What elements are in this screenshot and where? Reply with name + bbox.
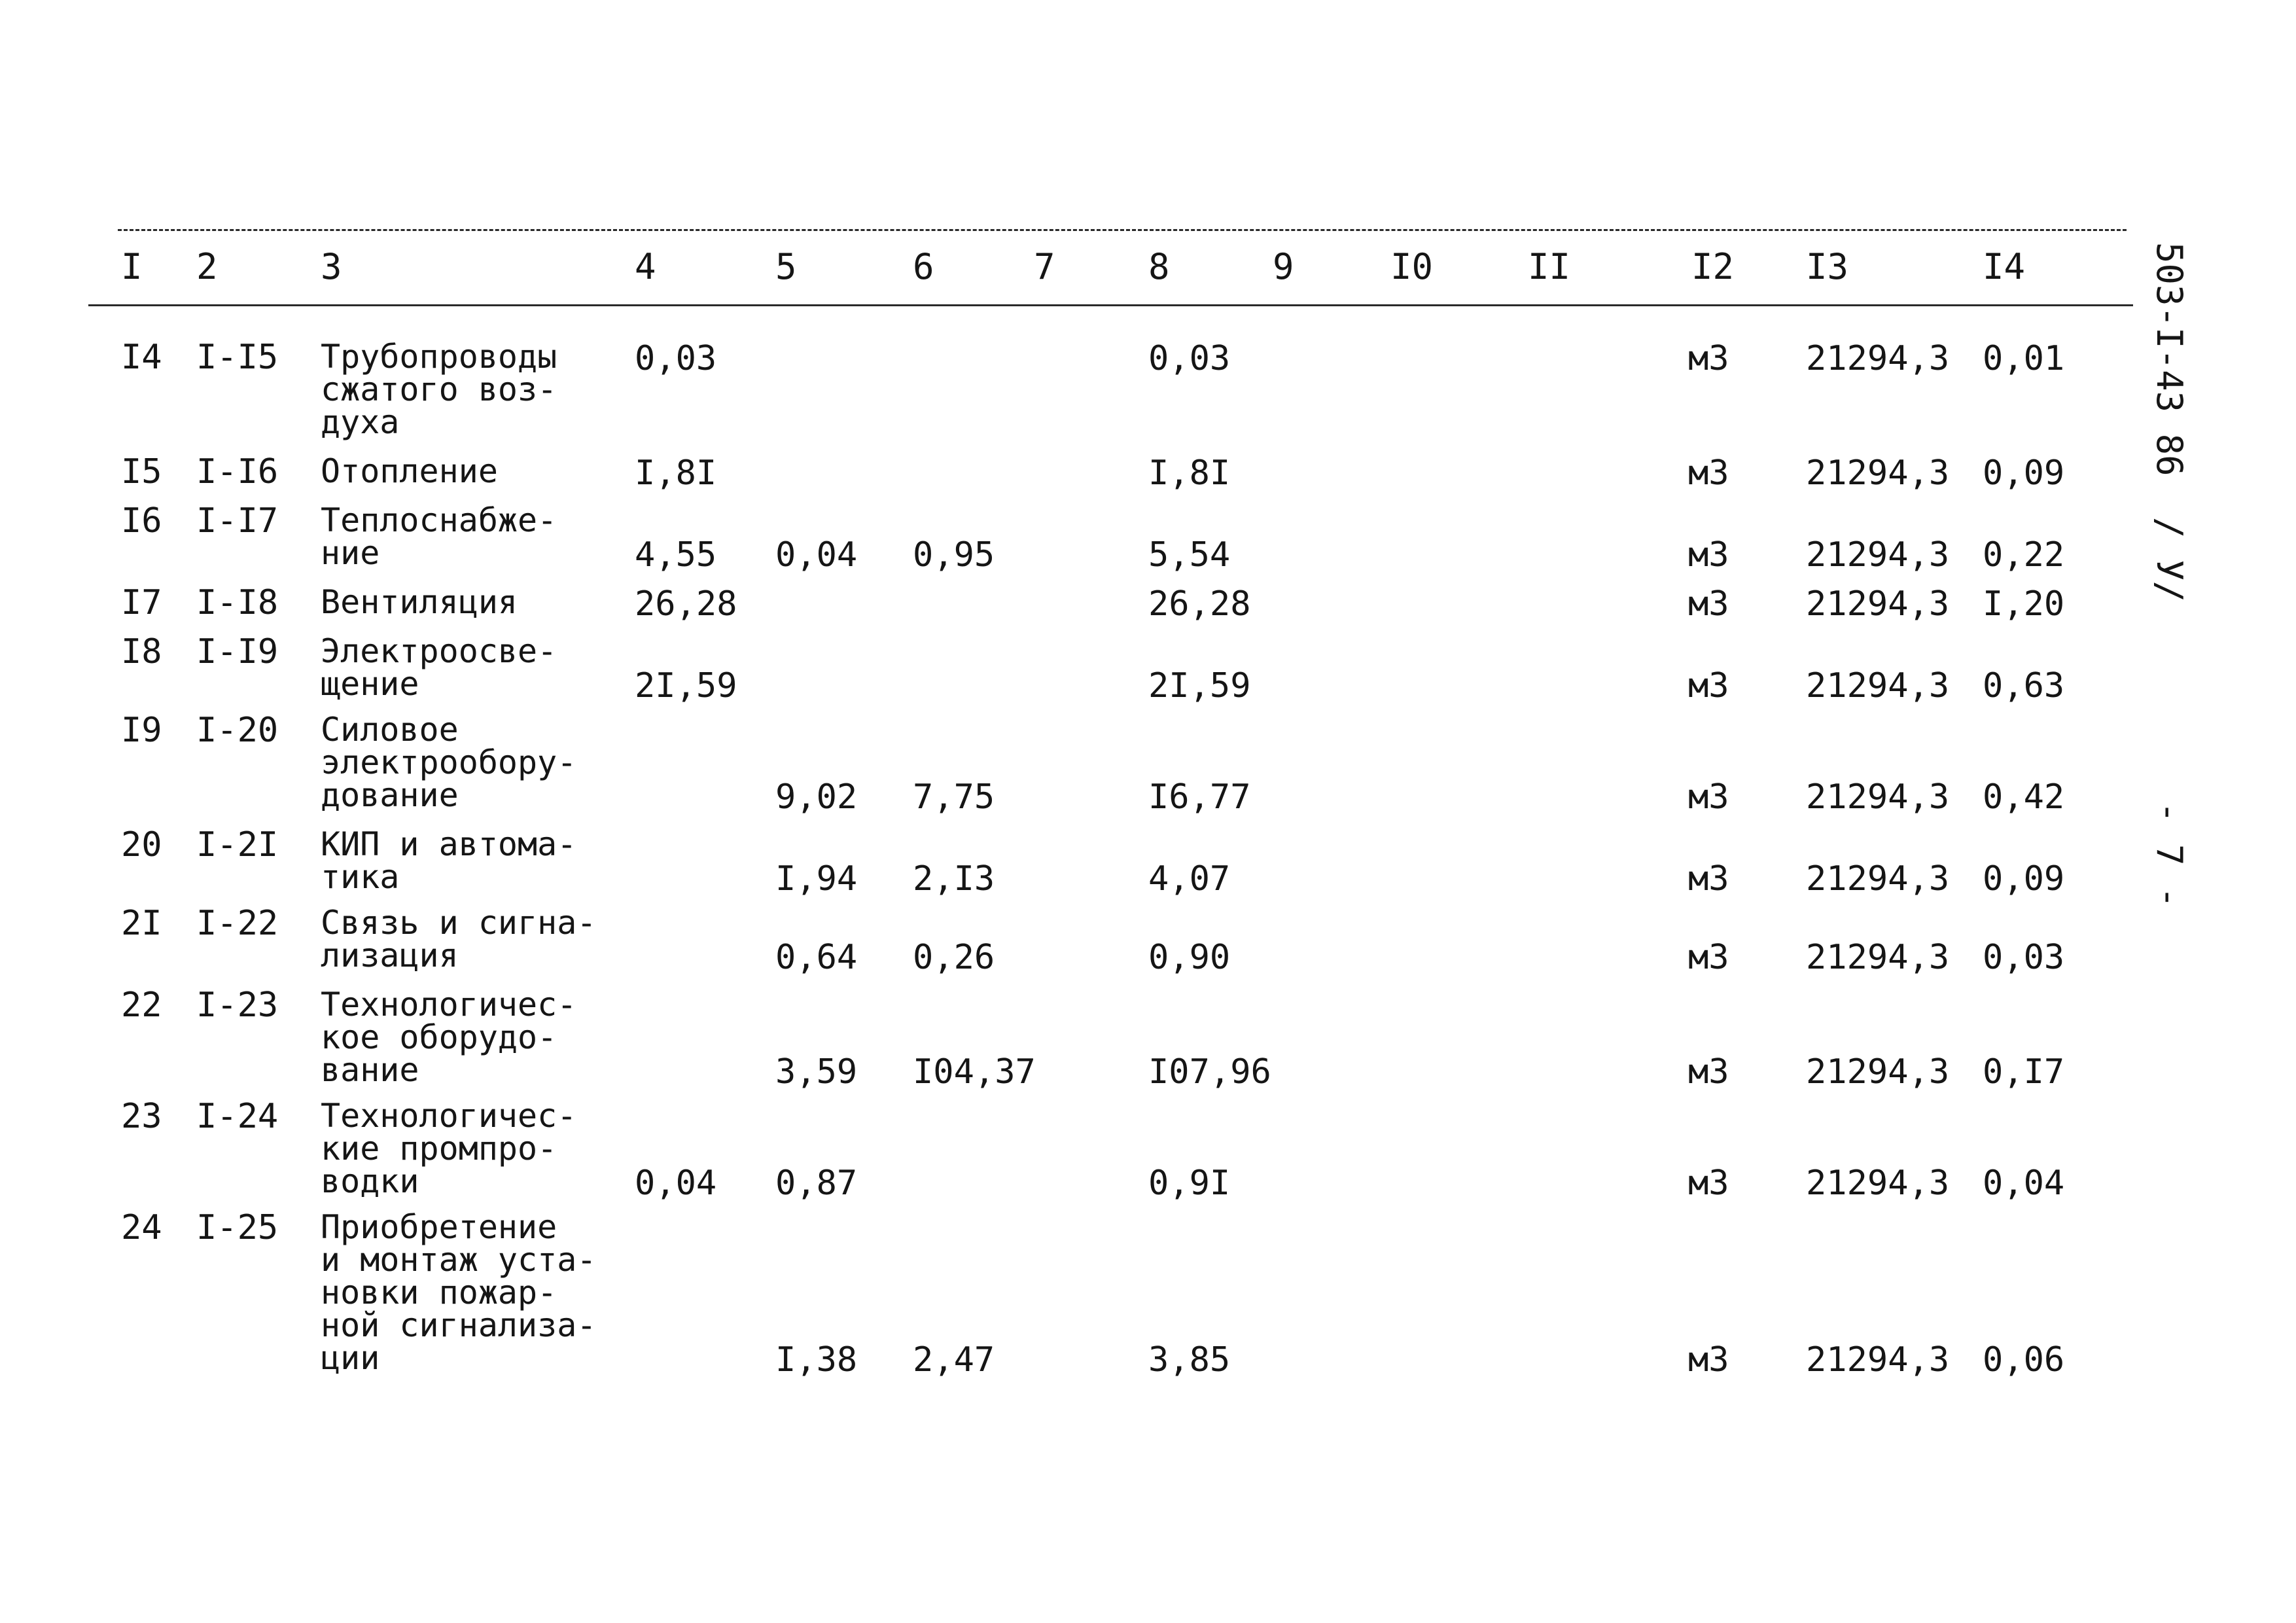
value-col-8: 0,90	[1148, 938, 1231, 977]
unit: м3	[1688, 1052, 1729, 1092]
work-description: Отопление	[321, 452, 498, 490]
value-col-8: I07,96	[1148, 1052, 1271, 1092]
value-col-13: 21294,3	[1806, 666, 1950, 705]
unit: м3	[1688, 339, 1729, 378]
value-col-5: I,94	[775, 859, 858, 899]
row-number: I7	[121, 583, 162, 622]
value-col-13: 21294,3	[1806, 339, 1950, 378]
column-header-6: 6	[913, 246, 934, 287]
value-col-13: 21294,3	[1806, 454, 1950, 493]
value-col-8: I,8I	[1148, 454, 1231, 493]
estimate-code: I-25	[196, 1208, 279, 1247]
work-description: Силовое электрообору- дование	[321, 711, 577, 814]
value-col-13: 21294,3	[1806, 535, 1950, 575]
unit: м3	[1688, 535, 1729, 575]
estimate-code: I-2I	[196, 825, 279, 865]
work-description: Трубопроводы сжатого воз- духа	[321, 338, 557, 441]
work-description: Теплоснабже- ние	[321, 501, 557, 572]
row-number: I4	[121, 338, 162, 377]
estimate-code: I-I9	[196, 632, 279, 671]
value-col-8: 3,85	[1148, 1340, 1231, 1380]
row-number: 22	[121, 986, 162, 1025]
work-description: Технологичес- кое оборудо- вание	[321, 986, 577, 1089]
estimate-code: I-I5	[196, 338, 279, 377]
column-header-14: I4	[1983, 246, 2026, 287]
work-description: Связь и сигна- лизация	[321, 904, 597, 974]
unit: м3	[1688, 777, 1729, 817]
estimate-code: I-22	[196, 904, 279, 943]
work-description: КИП и автома- тика	[321, 825, 577, 896]
value-col-5: 0,64	[775, 938, 858, 977]
value-col-14: 0,42	[1983, 777, 2065, 817]
unit: м3	[1688, 584, 1729, 624]
value-col-14: 0,01	[1983, 339, 2065, 378]
value-col-6: 2,I3	[913, 859, 995, 899]
estimate-code: I-I7	[196, 501, 279, 541]
column-header-9: 9	[1273, 246, 1294, 287]
value-col-13: 21294,3	[1806, 777, 1950, 817]
value-col-14: 0,63	[1983, 666, 2065, 705]
value-col-13: 21294,3	[1806, 1052, 1950, 1092]
value-col-8: 2I,59	[1148, 666, 1251, 705]
column-header-5: 5	[775, 246, 797, 287]
column-header-3: 3	[321, 246, 342, 287]
value-col-14: 0,06	[1983, 1340, 2065, 1380]
value-col-13: 21294,3	[1806, 1340, 1950, 1380]
value-col-5: 3,59	[775, 1052, 858, 1092]
row-number: I8	[121, 632, 162, 671]
unit: м3	[1688, 859, 1729, 899]
estimate-code: I-20	[196, 711, 279, 750]
document-mark: / У/	[2149, 517, 2190, 603]
column-header-11: II	[1528, 246, 1571, 287]
value-col-4: 0,03	[635, 339, 717, 378]
value-col-13: 21294,3	[1806, 584, 1950, 624]
value-col-13: 21294,3	[1806, 938, 1950, 977]
unit: м3	[1688, 1164, 1729, 1203]
value-col-4: 4,55	[635, 535, 717, 575]
unit: м3	[1688, 938, 1729, 977]
value-col-5: 9,02	[775, 777, 858, 817]
work-description: Технологичес- кие промпро- водки	[321, 1097, 577, 1200]
value-col-6: 2,47	[913, 1340, 995, 1380]
value-col-14: 0,I7	[1983, 1052, 2065, 1092]
estimate-code: I-23	[196, 986, 279, 1025]
value-col-6: 0,95	[913, 535, 995, 575]
value-col-8: 4,07	[1148, 859, 1231, 899]
estimate-code: I-24	[196, 1097, 279, 1136]
value-col-5: 0,04	[775, 535, 858, 575]
value-col-14: 0,22	[1983, 535, 2065, 575]
row-number: 23	[121, 1097, 162, 1136]
column-header-12: I2	[1691, 246, 1735, 287]
column-header-13: I3	[1806, 246, 1849, 287]
value-col-14: 0,09	[1983, 454, 2065, 493]
value-col-6: 0,26	[913, 938, 995, 977]
table-top-rule	[118, 229, 2127, 231]
unit: м3	[1688, 1340, 1729, 1380]
column-header-2: 2	[196, 246, 218, 287]
value-col-8: 5,54	[1148, 535, 1231, 575]
row-number: 20	[121, 825, 162, 865]
table-header-rule	[88, 304, 2133, 306]
value-col-8: I6,77	[1148, 777, 1251, 817]
value-col-5: I,38	[775, 1340, 858, 1380]
value-col-4: 2I,59	[635, 666, 737, 705]
value-col-6: 7,75	[913, 777, 995, 817]
value-col-4: 26,28	[635, 584, 737, 624]
unit: м3	[1688, 454, 1729, 493]
value-col-5: 0,87	[775, 1164, 858, 1203]
work-description: Вентиляция	[321, 583, 518, 621]
value-col-14: 0,09	[1983, 859, 2065, 899]
value-col-14: 0,03	[1983, 938, 2065, 977]
row-number: 2I	[121, 904, 162, 943]
value-col-14: 0,04	[1983, 1164, 2065, 1203]
value-col-4: 0,04	[635, 1164, 717, 1203]
value-col-14: I,20	[1983, 584, 2065, 624]
row-number: 24	[121, 1208, 162, 1247]
column-header-8: 8	[1148, 246, 1170, 287]
value-col-13: 21294,3	[1806, 859, 1950, 899]
row-number: I6	[121, 501, 162, 541]
value-col-8: 0,03	[1148, 339, 1231, 378]
work-description: Электроосве- щение	[321, 632, 557, 703]
unit: м3	[1688, 666, 1729, 705]
value-col-6: I04,37	[913, 1052, 1036, 1092]
row-number: I9	[121, 711, 162, 750]
value-col-13: 21294,3	[1806, 1164, 1950, 1203]
document-code: 503-I-43 86	[2149, 242, 2190, 476]
value-col-8: 0,9I	[1148, 1164, 1231, 1203]
value-col-8: 26,28	[1148, 584, 1251, 624]
column-header-10: I0	[1390, 246, 1434, 287]
estimate-code: I-I6	[196, 452, 279, 491]
column-header-4: 4	[635, 246, 656, 287]
page-number: - 7 -	[2149, 802, 2190, 908]
estimate-code: I-I8	[196, 583, 279, 622]
column-header-7: 7	[1034, 246, 1055, 287]
row-number: I5	[121, 452, 162, 491]
column-header-1: I	[121, 246, 143, 287]
value-col-4: I,8I	[635, 454, 717, 493]
work-description: Приобретение и монтаж уста- новки пожар- ной сигнализа- ции	[321, 1208, 597, 1377]
